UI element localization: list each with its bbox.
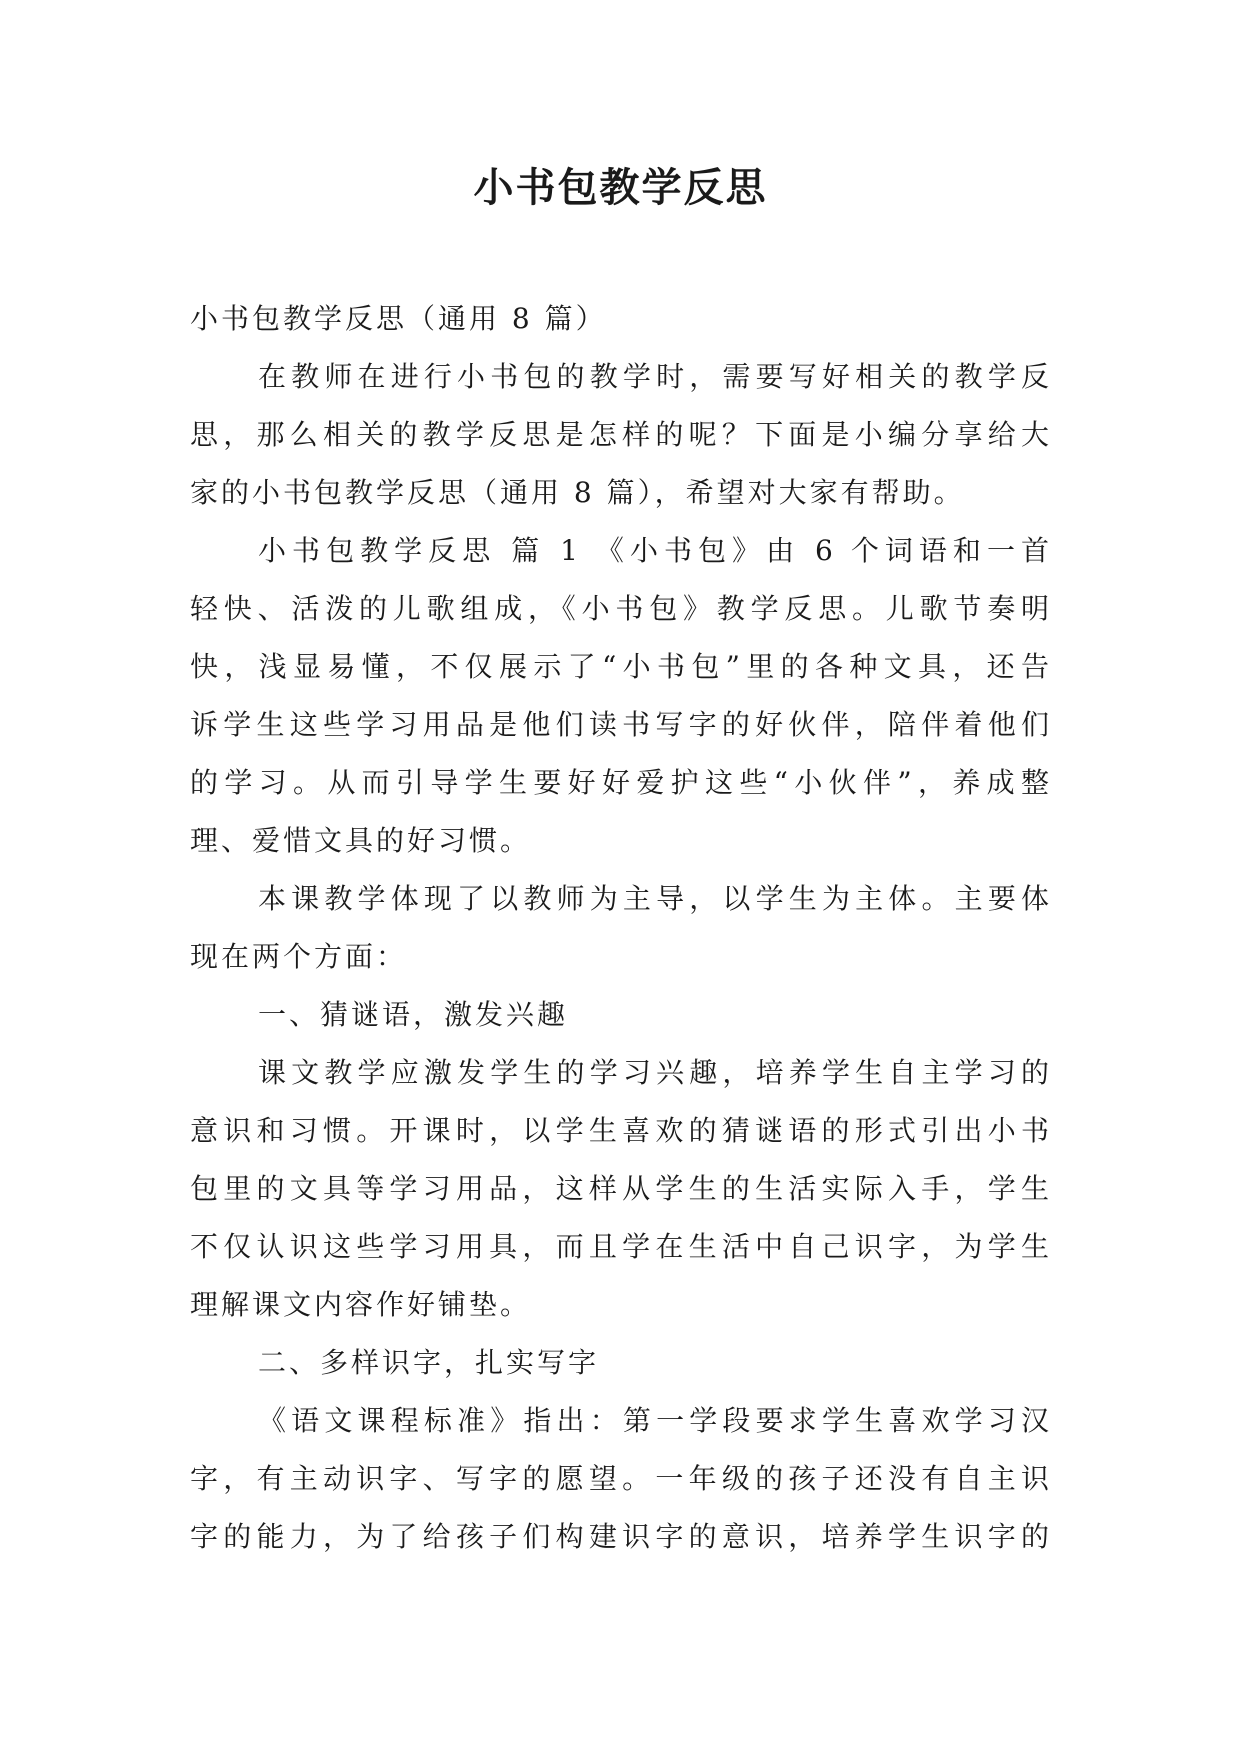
text-line: 思，那么相关的教学反思是怎样的呢？下面是小编分享给大 [190,418,1052,451]
text-line: 课文教学应激发学生的学习兴趣，培养学生自主学习的 [258,1056,1052,1089]
text-line: 字的能力，为了给孩子们构建识字的意识，培养学生识字的 [190,1520,1052,1553]
document-title: 小书包教学反思 [473,164,768,211]
text-line: 二、多样识字，扎实写字 [258,1346,600,1379]
text-line: 不仅认识这些学习用具，而且学在生活中自己识字，为学生 [190,1230,1052,1263]
text-line: 小书包教学反思（通用 8 篇） [190,302,607,335]
text-line: 意识和习惯。开课时，以学生喜欢的猜谜语的形式引出小书 [190,1114,1052,1147]
text-line: 现在两个方面： [190,940,408,973]
text-line: 诉学生这些学习用品是他们读书写字的好伙伴，陪伴着他们 [190,708,1052,741]
text-line: 字，有主动识字、写字的愿望。一年级的孩子还没有自主识 [190,1462,1052,1495]
text-line: 的学习。从而引导学生要好好爱护这些“小伙伴”，养成整 [190,766,1052,799]
text-line: 《语文课程标准》指出：第一学段要求学生喜欢学习汉 [258,1404,1052,1437]
text-line: 一、猜谜语，激发兴趣 [258,998,569,1031]
text-line: 理、爱惜文具的好习惯。 [190,824,532,857]
text-line: 快，浅显易懂，不仅展示了“小书包”里的各种文具，还告 [190,650,1052,683]
text-line: 在教师在进行小书包的教学时，需要写好相关的教学反 [258,360,1052,393]
text-line: 轻快、活泼的儿歌组成，《小书包》教学反思。儿歌节奏明 [190,592,1052,625]
text-line: 本课教学体现了以教师为主导，以学生为主体。主要体 [258,882,1052,915]
text-line: 理解课文内容作好铺垫。 [190,1288,532,1321]
text-line: 包里的文具等学习用品，这样从学生的生活实际入手，学生 [190,1172,1052,1205]
document-body [190,290,1052,1566]
text-line: 家的小书包教学反思（通用 8 篇），希望对大家有帮助。 [190,476,965,509]
text-line: 小书包教学反思 篇 1 《小书包》由 6 个词语和一首 [258,534,1052,567]
